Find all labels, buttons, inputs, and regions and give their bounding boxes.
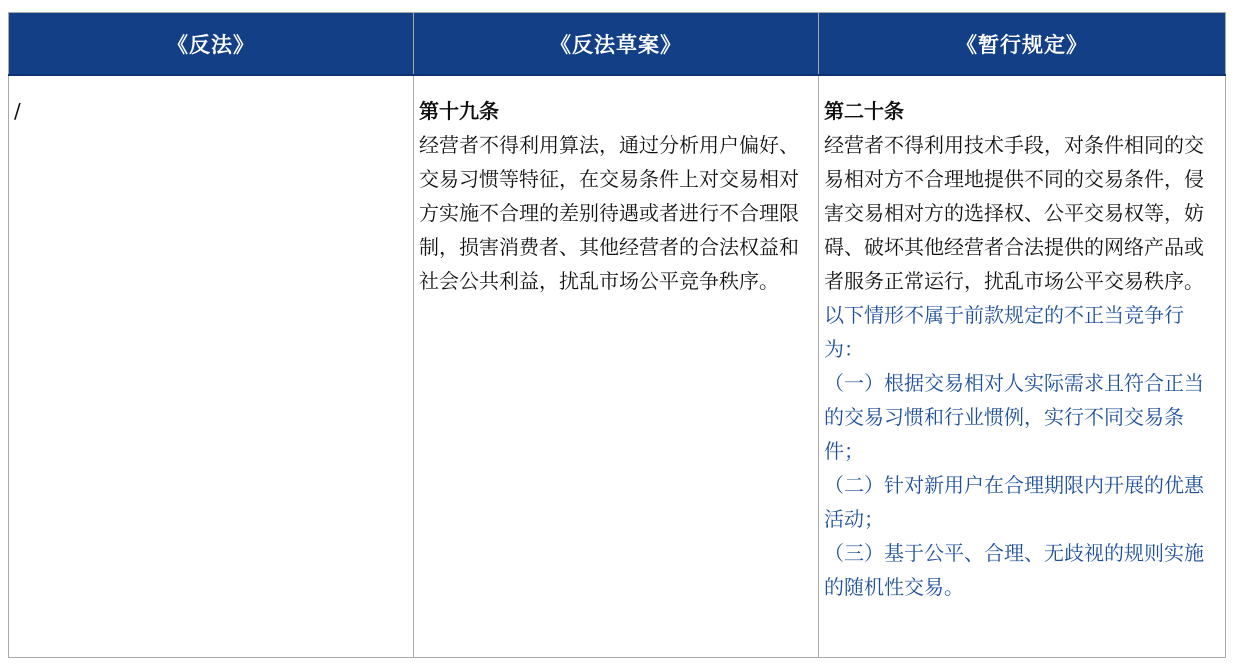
exception-item-3: （三）基于公平、合理、无歧视的规则实施的随机性交易。 (824, 541, 1204, 599)
comparison-table-container (8, 12, 1225, 658)
cell-interim (819, 75, 1226, 658)
header-interim-provisions: 《暂行规定》 (819, 13, 1226, 76)
header-row (9, 13, 1226, 76)
exception-item-2: （二）针对新用户在合理期限内开展的优惠活动； (824, 473, 1204, 531)
empty-marker: / (14, 99, 21, 123)
header-anti-unfair-competition-law: 《反法》 (9, 13, 414, 76)
article-body: 经营者不得利用算法，通过分析用户偏好、交易习惯等特征，在交易条件上对交易相对方实施不合理的差别待遇或者进行不合理限制，损害消费者、其他经营者的合法权益和社会公共利益，扰乱市场公平竞争秩序。 (419, 133, 799, 293)
exception-item-1: （一）根据交易相对人实际需求且符合正当的交易习惯和行业惯例，实行不同交易条件； (824, 371, 1204, 463)
cell-draft (414, 75, 819, 658)
article-number: 第十九条 (419, 99, 499, 123)
exception-intro: 以下情形不属于前款规定的不正当竞争行为： (824, 303, 1184, 361)
law-comparison-table (8, 12, 1226, 658)
table-row (9, 75, 1226, 658)
cell-law (9, 75, 414, 658)
article-number: 第二十条 (824, 99, 904, 123)
header-draft-law: 《反法草案》 (414, 13, 819, 76)
article-body: 经营者不得利用技术手段，对条件相同的交易相对方不合理地提供不同的交易条件，侵害交易相对方的选择权、公平交易权等，妨碍、破坏其他经营者合法提供的网络产品或者服务正常运行，扰乱市场公平交易秩序。 (824, 133, 1204, 293)
